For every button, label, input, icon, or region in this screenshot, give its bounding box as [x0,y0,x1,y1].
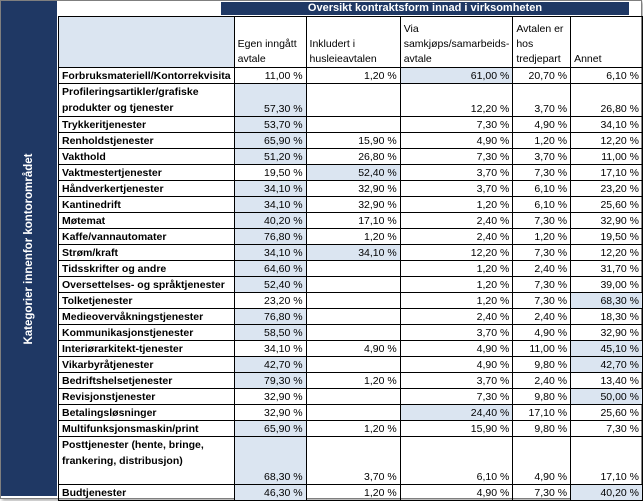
table-row [59,357,643,373]
value-cell: 3,70 % [306,437,400,485]
value-cell: 17,10 % [513,405,571,421]
value-cell: 52,40 % [234,277,306,293]
value-cell: 3,70 % [400,165,513,181]
table-row [59,117,643,133]
value-cell: 32,90 % [571,213,643,229]
table-row [59,165,643,181]
value-cell [306,389,400,405]
category-cell: Renholdstjenester [59,133,235,149]
value-cell: 40,20 % [571,485,643,501]
value-cell: 51,20 % [234,149,306,165]
value-cell: 1,20 % [513,133,571,149]
value-cell: 52,40 % [306,165,400,181]
table-row [59,437,643,485]
value-cell: 24,40 % [400,405,513,421]
value-cell: 32,90 % [571,325,643,341]
value-cell: 1,20 % [306,68,400,84]
table-row [59,84,643,117]
value-cell: 7,30 % [400,149,513,165]
value-cell: 17,10 % [571,165,643,181]
value-cell: 7,30 % [513,277,571,293]
value-cell: 12,20 % [571,133,643,149]
value-cell: 50,00 % [571,389,643,405]
value-cell: 42,70 % [571,357,643,373]
value-cell: 6,10 % [571,68,643,84]
category-cell: Posttjenester (hente, bringe, frankering, distribusjon) [59,437,235,485]
category-cell: Håndverkertjenester [59,181,235,197]
value-cell: 40,20 % [234,213,306,229]
value-cell: 26,80 % [571,84,643,117]
value-cell: 7,30 % [513,485,571,501]
value-cell: 76,80 % [234,229,306,245]
value-cell: 11,00 % [234,68,306,84]
table-row [59,133,643,149]
table-row [59,309,643,325]
value-cell: 3,70 % [513,84,571,117]
table-row [59,229,643,245]
table-row [59,197,643,213]
category-cell: Budtjenester [59,485,235,501]
value-cell: 2,40 % [513,373,571,389]
value-cell: 6,10 % [513,181,571,197]
value-cell: 4,90 % [306,341,400,357]
table-row [59,149,643,165]
value-cell: 2,40 % [400,229,513,245]
value-cell: 2,40 % [400,309,513,325]
value-cell: 32,90 % [306,181,400,197]
header-title: Oversikt kontraktsform innad i virksomheten [221,2,629,15]
value-cell: 34,10 % [234,341,306,357]
side-panel [1,1,57,496]
value-cell: 18,30 % [571,309,643,325]
value-cell: 3,70 % [400,181,513,197]
column-header: Egen inngått avtale [234,17,306,68]
value-cell: 32,90 % [306,197,400,213]
value-cell: 32,90 % [234,389,306,405]
value-cell [306,405,400,421]
value-cell: 2,40 % [513,309,571,325]
category-cell: Kommunikasjonstjenester [59,325,235,341]
value-cell: 7,30 % [513,213,571,229]
value-cell: 26,80 % [306,149,400,165]
value-cell [306,293,400,309]
value-cell: 42,70 % [234,357,306,373]
value-cell [306,84,400,117]
value-cell [306,309,400,325]
value-cell: 9,80 % [513,421,571,437]
category-cell: Kantinedrift [59,197,235,213]
value-cell: 1,20 % [306,421,400,437]
value-cell: 58,50 % [234,325,306,341]
value-cell: 20,70 % [513,68,571,84]
value-cell: 17,10 % [571,437,643,485]
category-cell: Trykkeritjenester [59,117,235,133]
contract-table [58,16,643,501]
value-cell: 1,20 % [306,485,400,501]
category-cell: Kaffe/vannautomater [59,229,235,245]
value-cell: 34,10 % [234,245,306,261]
table-row [59,485,643,501]
value-cell [306,357,400,373]
value-cell: 12,20 % [400,245,513,261]
column-header: Annet [571,17,643,68]
value-cell: 76,80 % [234,309,306,325]
category-cell: Strøm/kraft [59,245,235,261]
value-cell: 15,90 % [306,133,400,149]
category-cell: Betalingsløsninger [59,405,235,421]
category-cell: Revisjonstjenester [59,389,235,405]
value-cell: 9,80 % [513,357,571,373]
value-cell: 32,90 % [234,405,306,421]
value-cell: 9,80 % [513,389,571,405]
value-cell: 1,20 % [306,229,400,245]
value-cell: 7,30 % [400,389,513,405]
category-cell: Profileringsartikler/grafiske produkter og tjenester [59,84,235,117]
value-cell: 6,10 % [513,197,571,213]
value-cell: 15,90 % [400,421,513,437]
value-cell [306,261,400,277]
value-cell: 4,90 % [400,133,513,149]
value-cell: 1,20 % [400,197,513,213]
table-row [59,421,643,437]
category-cell: Tidsskrifter og andre [59,261,235,277]
table-row [59,213,643,229]
value-cell: 34,10 % [234,197,306,213]
value-cell: 1,20 % [400,277,513,293]
value-cell: 65,90 % [234,421,306,437]
category-cell: Bedriftshelsetjenester [59,373,235,389]
value-cell: 1,20 % [400,261,513,277]
category-cell: Møtemat [59,213,235,229]
value-cell: 19,50 % [571,229,643,245]
value-cell: 53,70 % [234,117,306,133]
value-cell [306,325,400,341]
value-cell: 4,90 % [400,341,513,357]
column-header-row [59,17,643,68]
value-cell: 3,70 % [513,149,571,165]
value-cell: 4,90 % [513,325,571,341]
value-cell: 34,10 % [571,117,643,133]
value-cell: 79,30 % [234,373,306,389]
column-header: Inkludert i husleieavtalen [306,17,400,68]
value-cell: 46,30 % [234,485,306,501]
value-cell: 34,10 % [306,245,400,261]
value-cell: 64,60 % [234,261,306,277]
table-row [59,325,643,341]
value-cell: 57,30 % [234,84,306,117]
table-row [59,277,643,293]
category-cell: Interiørarkitekt-tjenester [59,341,235,357]
value-cell: 68,30 % [571,293,643,309]
category-cell: Oversettelses- og språktjenester [59,277,235,293]
column-header: Via samkjøps/samarbeids-avtale [400,17,513,68]
value-cell: 2,40 % [513,261,571,277]
value-cell: 11,00 % [513,341,571,357]
value-cell: 3,70 % [400,325,513,341]
value-cell: 2,40 % [400,213,513,229]
value-cell: 1,20 % [400,293,513,309]
category-cell: Vaktmestertjenester [59,165,235,181]
value-cell: 4,90 % [400,357,513,373]
value-cell: 7,30 % [400,117,513,133]
column-header: Avtalen er hos tredjepart [513,17,571,68]
category-cell: Vakthold [59,149,235,165]
table-row [59,389,643,405]
table-row [59,341,643,357]
table-row [59,181,643,197]
table-row [59,68,643,84]
header-blank-cell [59,17,235,68]
category-cell: Medieovervåkningstjenester [59,309,235,325]
value-cell: 4,90 % [513,437,571,485]
value-cell: 6,10 % [400,437,513,485]
value-cell: 25,60 % [571,405,643,421]
value-cell [306,117,400,133]
category-cell: Multifunksjonsmaskin/print [59,421,235,437]
value-cell: 4,90 % [400,485,513,501]
value-cell: 11,00 % [571,149,643,165]
value-cell: 1,20 % [513,229,571,245]
value-cell: 13,40 % [571,373,643,389]
value-cell: 7,30 % [513,245,571,261]
value-cell [306,277,400,293]
value-cell: 61,00 % [400,68,513,84]
value-cell: 7,30 % [513,165,571,181]
category-cell: Forbruksmateriell/Kontorrekvisita [59,68,235,84]
value-cell: 19,50 % [234,165,306,181]
table-row [59,293,643,309]
side-label: Kategorier innenfor kontorområdet [23,153,35,345]
table-row [59,405,643,421]
value-cell: 7,30 % [571,421,643,437]
value-cell: 34,10 % [234,181,306,197]
value-cell: 45,10 % [571,341,643,357]
category-cell: Vikarbyråtjenester [59,357,235,373]
value-cell: 65,90 % [234,133,306,149]
value-cell: 4,90 % [513,117,571,133]
value-cell: 12,20 % [571,245,643,261]
table-row [59,373,643,389]
table-row [59,245,643,261]
value-cell: 12,20 % [400,84,513,117]
category-cell: Tolketjenester [59,293,235,309]
table-row [59,261,643,277]
value-cell: 1,20 % [306,373,400,389]
value-cell: 7,30 % [513,293,571,309]
value-cell: 39,00 % [571,277,643,293]
value-cell: 17,10 % [306,213,400,229]
value-cell: 31,70 % [571,261,643,277]
value-cell: 23,20 % [571,181,643,197]
value-cell: 23,20 % [234,293,306,309]
value-cell: 68,30 % [234,437,306,485]
value-cell: 25,60 % [571,197,643,213]
value-cell: 3,70 % [400,373,513,389]
